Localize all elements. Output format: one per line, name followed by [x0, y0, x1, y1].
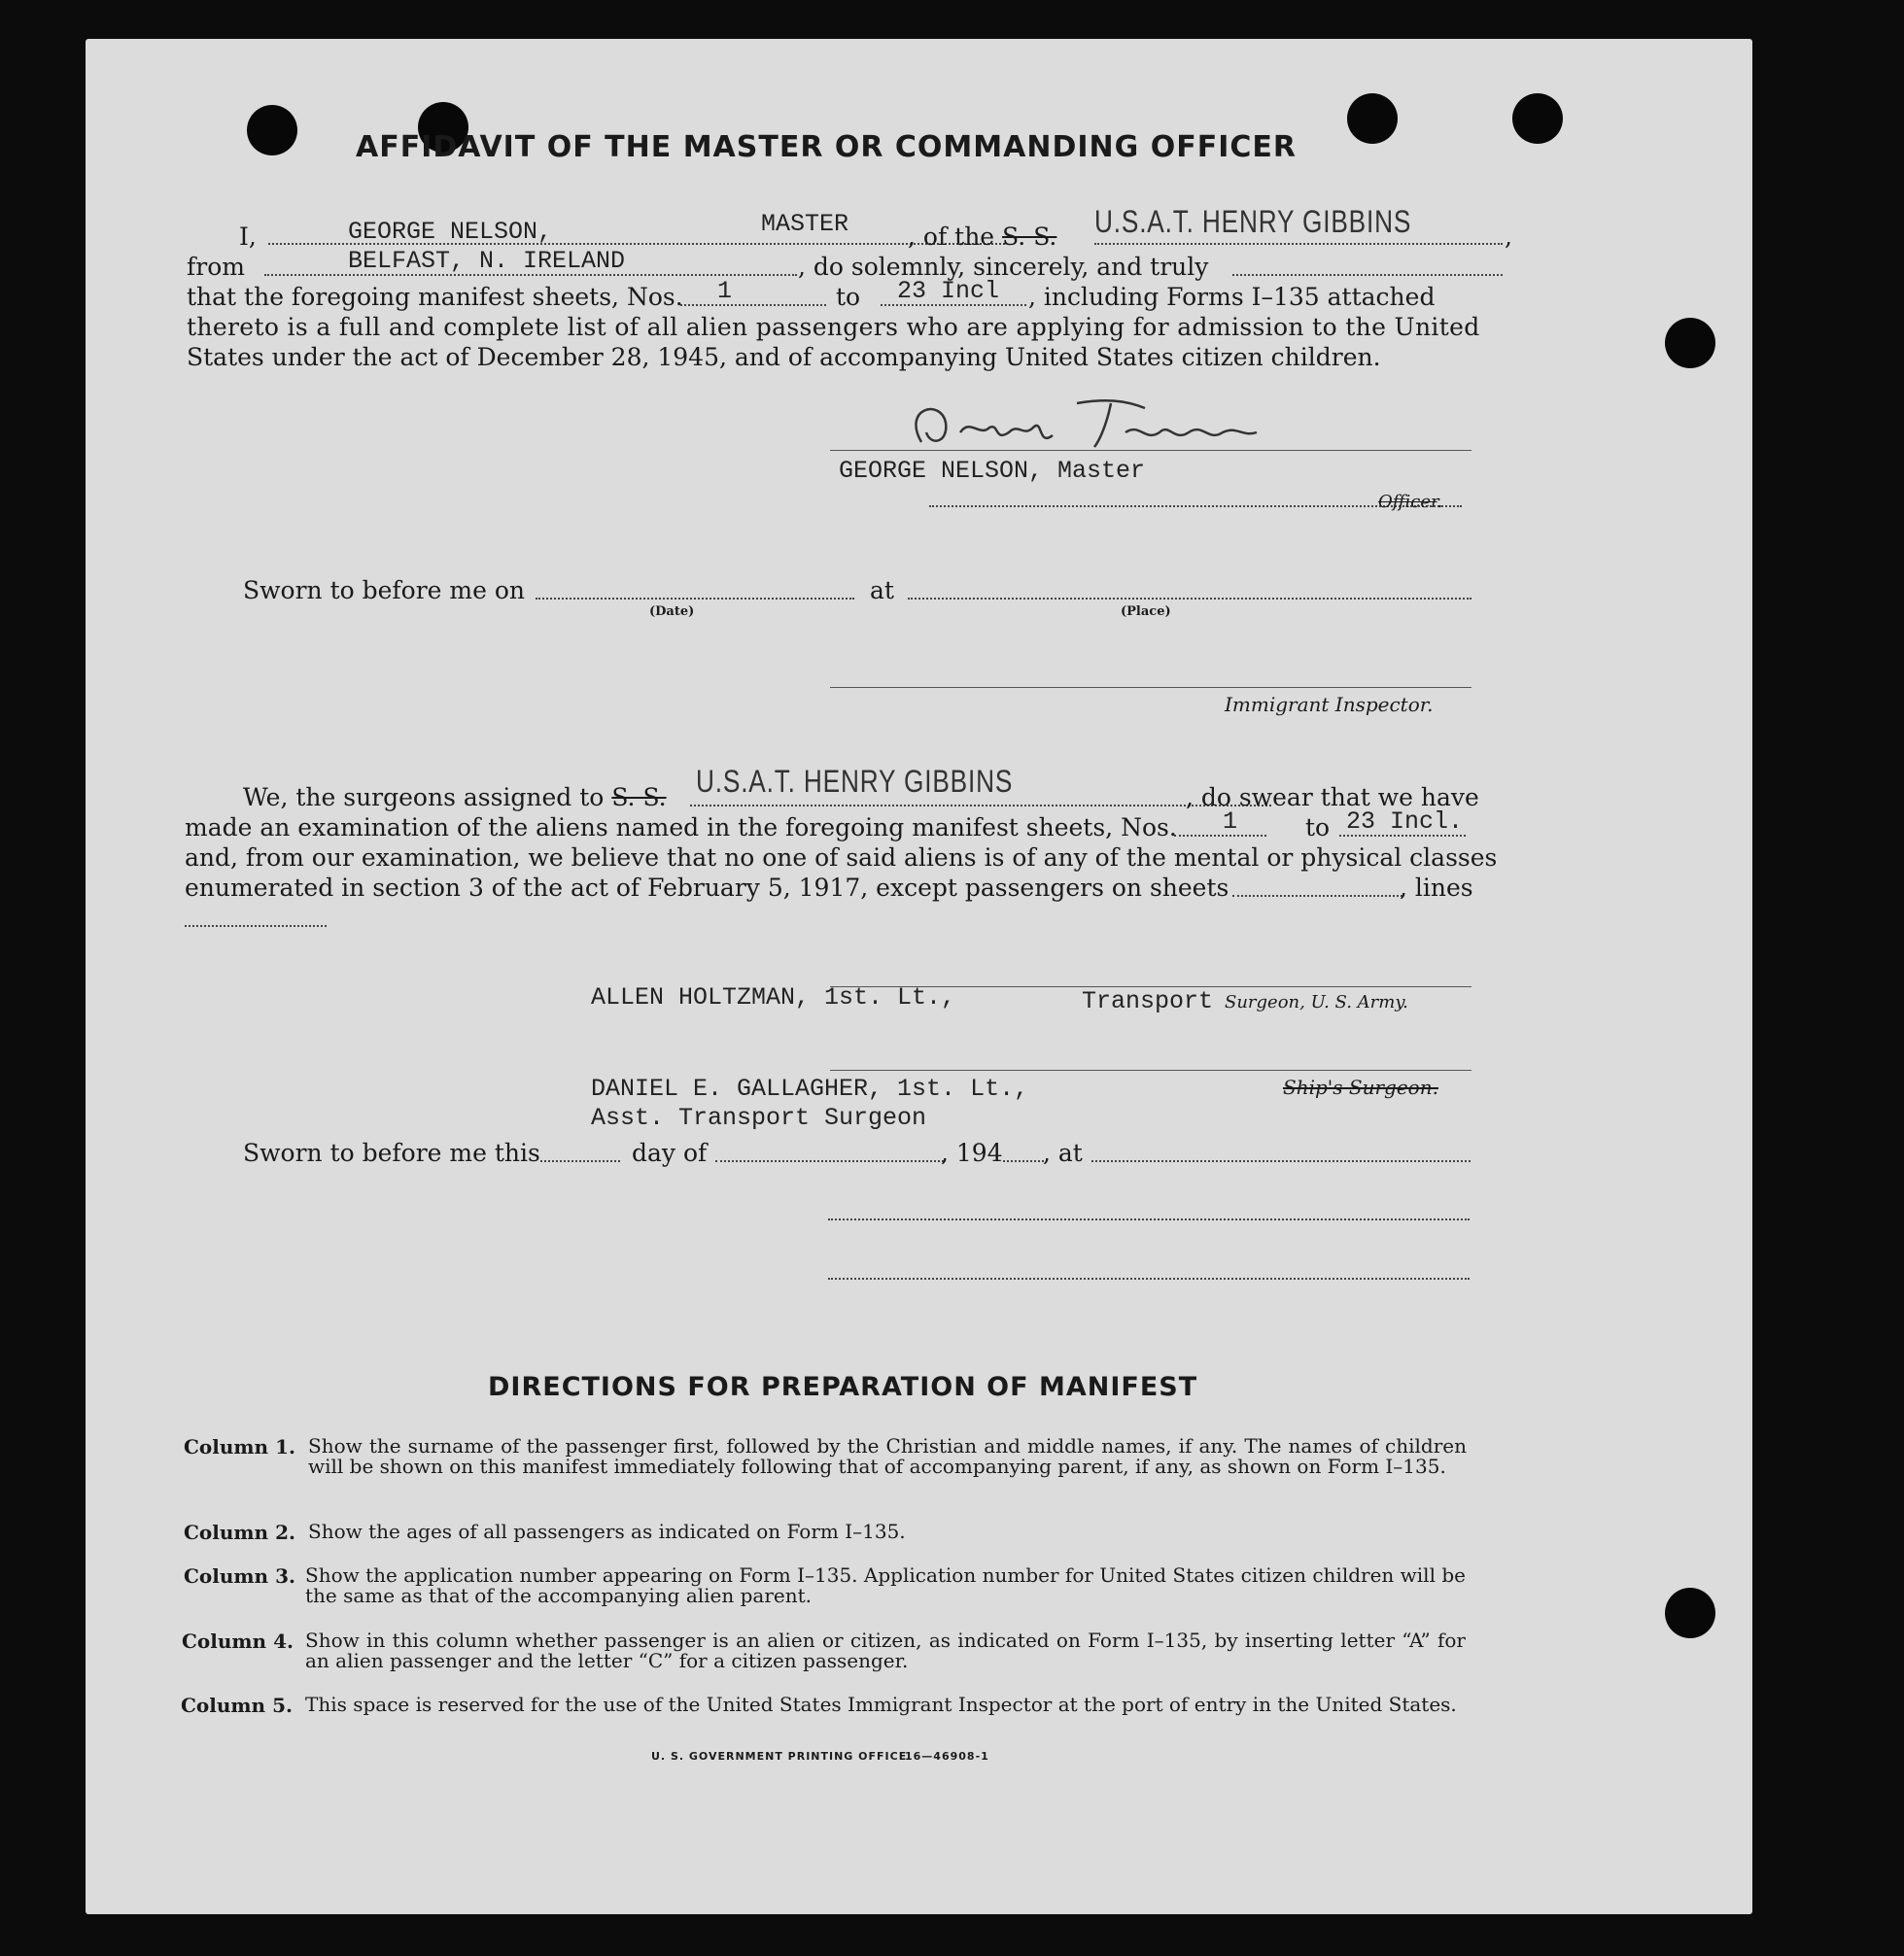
surgeon1-title-printed: Surgeon, U. S. Army. — [1225, 992, 1408, 1012]
blank-line — [1232, 274, 1503, 276]
column-text: Show in this column whether passenger is an alien or citizen, as indicated on Form I–135, by inserting letter “A” for an alien passenger and the letter “C” for a citizen passenger. — [305, 1629, 1466, 1672]
place-field-line — [1091, 1160, 1471, 1162]
sheet-from-line — [1174, 835, 1266, 837]
column-label: Column 4. — [182, 1630, 294, 1653]
place-field-line — [908, 598, 1471, 600]
from-value: BELFAST, N. IRELAND — [348, 247, 626, 275]
including-forms-text: , including Forms I–135 attached — [1028, 283, 1436, 311]
punch-hole — [1665, 1588, 1715, 1638]
column-label: Column 1. — [184, 1435, 295, 1458]
sworn-label: Sworn to before me on — [243, 576, 526, 604]
sheets-field-line — [1232, 895, 1402, 897]
day-of-label: day of — [632, 1139, 708, 1167]
i-label: I, — [239, 223, 257, 251]
to-label: to — [836, 283, 861, 311]
surgeons-prefix: We, the surgeons assigned to S. S. — [243, 783, 667, 811]
page-title: AFFIDAVIT OF THE MASTER OR COMMANDING OFFICER — [356, 130, 1297, 164]
place-caption: (Place) — [1121, 604, 1171, 619]
from-label: from — [187, 253, 245, 281]
manifest-sheets-text: that the foregoing manifest sheets, Nos. — [187, 283, 683, 311]
surgeon2-title: Asst. Transport Surgeon — [591, 1104, 927, 1132]
signature-line — [828, 1218, 1470, 1220]
lines-label: , lines — [1400, 874, 1473, 902]
signature-image — [873, 389, 1359, 466]
paragraph-line: States under the act of December 28, 1945, and of accompanying United States citizen children. — [187, 343, 1381, 371]
comma: , — [1505, 223, 1512, 251]
month-field-line — [715, 1160, 944, 1162]
ship-field-line — [690, 805, 1271, 806]
sheet-from: 1 — [1223, 807, 1238, 836]
paragraph-line: and, from our examination, we believe that no one of said aliens is of any of the mental or physical classes — [185, 843, 1498, 872]
punch-hole — [1665, 318, 1715, 368]
column-text: Show the application number appearing on Form I–135. Application number for United States citizen children will be the same as that of the accompanying alien parent. — [305, 1563, 1466, 1607]
punch-hole — [1347, 93, 1398, 144]
of-the-label: , of the S. S. — [908, 223, 1057, 251]
date-caption: (Date) — [649, 604, 695, 619]
form-code: 16—46908-1 — [905, 1750, 989, 1763]
to-label: to — [1305, 813, 1331, 841]
solemnly-text: , do solemnly, sincerely, and truly — [798, 253, 1209, 281]
paragraph-line: thereto is a full and complete list of all alien passengers who are applying for admission to the United — [187, 313, 1480, 341]
date-field-line — [536, 598, 854, 600]
day-field-line — [540, 1160, 620, 1162]
column-label: Column 5. — [181, 1694, 293, 1717]
column-label: Column 3. — [184, 1564, 295, 1588]
ship-name-stamp: U.S.A.T. HENRY GIBBINS — [696, 764, 1014, 799]
sheet-from-line — [680, 304, 826, 306]
inspector-caption: Immigrant Inspector. — [1225, 693, 1434, 716]
inspector-signature-line — [830, 687, 1471, 688]
master-signer-typed: GEORGE NELSON, Master — [839, 457, 1146, 485]
year-field-line — [1003, 1160, 1044, 1162]
paragraph-line: enumerated in section 3 of the act of February 5, 1917, except passengers on sheets — [185, 874, 1229, 902]
at-label: , at — [1043, 1139, 1083, 1167]
directions-title: DIRECTIONS FOR PREPARATION OF MANIFEST — [488, 1372, 1198, 1402]
surgeon2-signature-line — [830, 1070, 1471, 1071]
year-label: , 194 — [941, 1139, 1003, 1167]
column-text: Show the surname of the passenger first, followed by the Christian and middle names, if any. The names of children will be shown on this manifest immediately following that of accompanying parent, if any, as shown on Form I–135. — [308, 1434, 1467, 1478]
officer-caption: Officer. — [1378, 492, 1443, 512]
surgeon1-name: ALLEN HOLTZMAN, 1st. Lt., — [591, 983, 956, 1012]
sheet-to: 23 Incl. — [1346, 807, 1464, 836]
document-page — [86, 39, 1752, 1914]
lines-field-line — [185, 925, 327, 927]
master-rank: MASTER — [761, 210, 849, 238]
sheet-to: 23 Incl — [897, 277, 1000, 305]
punch-hole — [1512, 93, 1563, 144]
punch-hole — [247, 105, 297, 155]
master-name: GEORGE NELSON, — [348, 218, 553, 246]
surgeon1-title-typed: Transport — [1082, 987, 1214, 1015]
signature-line — [828, 1278, 1470, 1280]
ship-field-line — [1094, 243, 1503, 245]
column-text: Show the ages of all passengers as indicated on Form I–135. — [308, 1520, 906, 1543]
examination-text: made an examination of the aliens named in the foregoing manifest sheets, Nos. — [185, 813, 1177, 841]
swear-text: , do swear that we have — [1186, 783, 1479, 811]
signature-line — [830, 450, 1471, 451]
column-text: This space is reserved for the use of the United States Immigrant Inspector at the port of entry in the United States. — [305, 1693, 1457, 1716]
column-label: Column 2. — [184, 1521, 295, 1544]
printing-office: U. S. GOVERNMENT PRINTING OFFICE — [651, 1750, 908, 1763]
at-label: at — [870, 576, 894, 604]
sworn-label: Sworn to before me this — [243, 1139, 540, 1167]
ship-name-stamp: U.S.A.T. HENRY GIBBINS — [1094, 204, 1412, 239]
surgeon2-name: DANIEL E. GALLAGHER, 1st. Lt., — [591, 1075, 1029, 1103]
surgeon2-struck-caption: Ship's Surgeon. — [1283, 1076, 1438, 1099]
sheet-from: 1 — [717, 277, 733, 305]
